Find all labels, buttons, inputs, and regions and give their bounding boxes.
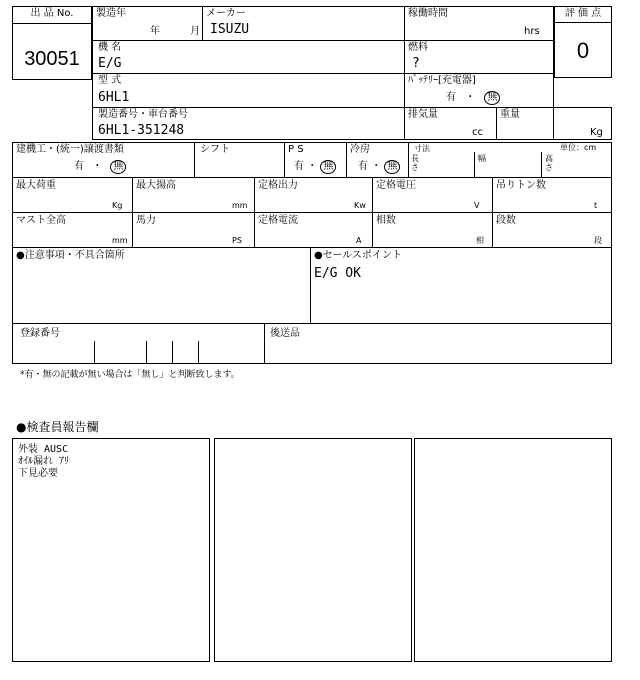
inspector-column-3 [414, 438, 612, 662]
grade-value: 0 [576, 38, 590, 63]
transfer-docs-label: 建機工・(統一)譲渡書類 [16, 144, 124, 155]
fuel-label: 燃料 [408, 42, 428, 53]
maker-value: ISUZU [210, 22, 250, 37]
battery-yes: 有 [446, 92, 456, 103]
dimension-unit-note: 単位：cm [560, 143, 597, 152]
rated-output-unit: Kw [354, 201, 366, 210]
rated-current-unit: A [356, 236, 362, 245]
inspector-column-2 [214, 438, 412, 662]
lot-number: 30051 [24, 48, 80, 70]
grade-label: 評 価 点 [564, 8, 602, 19]
shipping-label: 後送品 [270, 328, 300, 339]
type-value: 6HL1 [98, 90, 130, 105]
weight-label: 重量 [500, 109, 520, 120]
hp-unit: PS [232, 236, 242, 245]
rated-current-label: 定格電流 [258, 215, 298, 226]
phase-unit: 相 [476, 236, 484, 245]
docs-sep: ・ [92, 161, 103, 172]
dimension-width: 幅 [478, 154, 486, 163]
specs-grid [12, 142, 612, 248]
model-value: E/G [98, 56, 122, 71]
ps-label: P S [288, 144, 304, 155]
max-load-unit: Kg [112, 201, 123, 210]
phase-label: 相数 [376, 215, 396, 226]
model-label: 機 名 [98, 42, 122, 53]
caution-label: ●注意事項・不具合箇所 [16, 250, 125, 261]
hoist-unit: t [594, 201, 598, 210]
dimension-length: 長 さ [411, 154, 419, 172]
docs-no: 無 [110, 160, 126, 174]
shift-label: シフト [200, 144, 230, 155]
serial-label: 製造番号・車台番号 [98, 109, 188, 120]
hoist-label: 吊りトン数 [496, 180, 546, 191]
battery-sep: ・ [465, 92, 476, 103]
ps-no: 無 [320, 160, 336, 174]
inspector-title: ●検査員報告欄 [16, 420, 99, 434]
ac-label: 冷房 [350, 144, 370, 155]
steps-label: 段数 [496, 215, 516, 226]
type-label: 型 式 [98, 75, 122, 86]
mast-unit: mm [112, 236, 128, 245]
lot-number-label: 出 品 No. [30, 8, 74, 19]
displacement-unit: cc [472, 127, 483, 138]
sales-point-text: E/G OK [314, 266, 361, 281]
transfer-docs-options [74, 160, 126, 174]
rated-voltage-unit: V [474, 201, 480, 210]
ps-yes: 有 [294, 161, 304, 172]
ps-options [294, 160, 336, 174]
inspector-report-1: 外装 AUSC ｵｲﾙ漏れ ｱﾘ 下見必要 [18, 444, 70, 479]
battery-no: 無 [484, 91, 500, 105]
dimension-label: 寸法 [414, 144, 430, 153]
month-unit: 月 [190, 26, 200, 37]
max-lift-unit: mm [232, 201, 248, 210]
steps-unit: 段 [594, 236, 602, 245]
fuel-value: ? [412, 56, 420, 71]
ac-yes: 有 [358, 161, 368, 172]
year-unit: 年 [150, 26, 160, 37]
displacement-label: 排気量 [408, 109, 438, 120]
year-label: 製造年 [96, 8, 126, 19]
registration-label: 登録番号 [20, 328, 60, 339]
hours-label: 稼働時間 [408, 8, 448, 19]
docs-yes: 有 [74, 161, 84, 172]
dimension-height: 高 さ [545, 154, 553, 172]
notes-grid [12, 247, 612, 364]
rated-voltage-label: 定格電圧 [376, 180, 416, 191]
weight-unit: Kg [590, 127, 603, 138]
ac-no: 無 [384, 160, 400, 174]
mast-label: マスト全高 [16, 215, 66, 226]
maker-label: メーカー [206, 8, 246, 19]
battery-label: ﾊﾞｯﾃﾘｰ[充電器] [408, 75, 476, 86]
sales-point-label: ●セールスポイント [314, 250, 402, 261]
rated-output-label: 定格出力 [258, 180, 298, 191]
ac-options [358, 160, 400, 174]
ps-sep: ・ [307, 161, 318, 172]
battery-options [446, 91, 500, 105]
ac-sep: ・ [371, 161, 382, 172]
max-lift-label: 最大揚高 [136, 180, 176, 191]
hp-label: 馬力 [136, 215, 156, 226]
footnote: *有・無の記載が無い場合は「無し」と判断致します。 [20, 370, 240, 380]
hours-unit: hrs [524, 26, 540, 37]
serial-value: 6HL1-351248 [98, 123, 185, 138]
max-load-label: 最大荷重 [16, 180, 56, 191]
